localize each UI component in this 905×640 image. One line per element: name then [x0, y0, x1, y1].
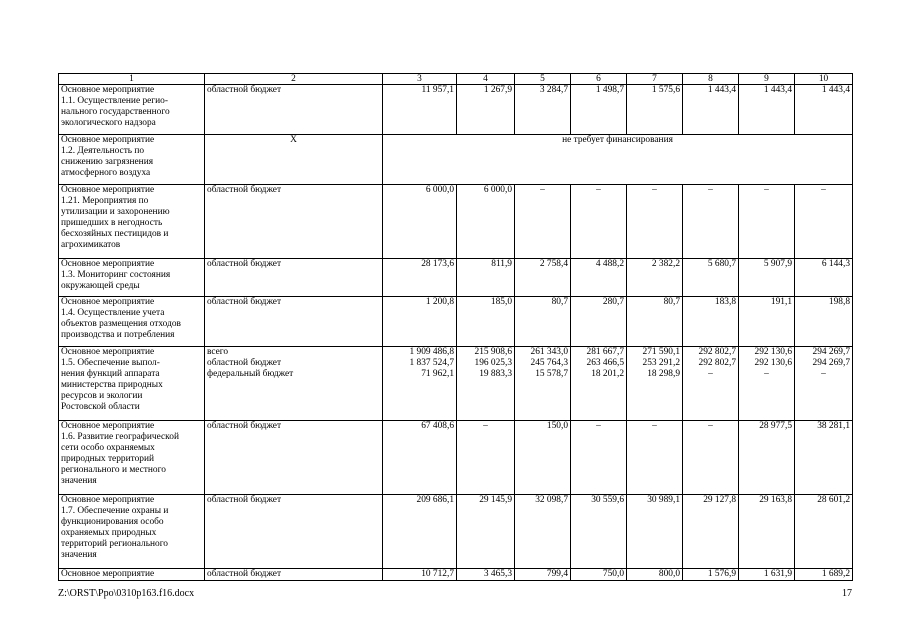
measure-name [59, 297, 205, 347]
amount-cell [571, 259, 627, 297]
amount-cell [683, 259, 739, 297]
amount-value: 11 957,1 [421, 85, 454, 95]
amount-cell [739, 347, 795, 421]
measure-name [59, 569, 205, 581]
table-row [59, 495, 853, 569]
amount-cell [383, 569, 457, 581]
amount-value: 183,8 [714, 297, 736, 307]
amount-cell [683, 421, 739, 495]
amount-value: 261 343,0 [530, 347, 568, 357]
column-number: 3 [383, 74, 457, 85]
document-path: Z:\ORST\Ppo\0310p163.f16.docx [58, 588, 195, 599]
amount-value: 263 466,5 [586, 358, 624, 368]
amount-value: 29 145,9 [479, 495, 512, 505]
amount-value: 1 498,7 [595, 85, 624, 95]
amount-cell [627, 347, 683, 421]
amount-value: 28 977,5 [759, 421, 792, 431]
amount-value: 19 883,3 [479, 369, 512, 379]
amount-value: 1 837 524,7 [409, 358, 454, 368]
amount-cell [571, 495, 627, 569]
amount-value: 209 686,1 [416, 495, 454, 505]
amount-cell [515, 297, 571, 347]
column-number: 8 [683, 74, 739, 85]
amount-cell [457, 297, 515, 347]
funding-source-line: областной бюджет [207, 85, 282, 95]
amount-value: 292 802,7 [698, 358, 736, 368]
amount-value: 185,0 [490, 297, 512, 307]
measure-name-line: Основное мероприятие [61, 297, 155, 307]
amount-value: 1 267,9 [483, 85, 512, 95]
measure-name-line: Основное мероприятие [61, 347, 155, 357]
measure-name-line: Основное мероприятие [61, 85, 155, 95]
amount-cell [739, 569, 795, 581]
amount-cell [739, 421, 795, 495]
measure-name-line: сети особо охраняемых [61, 443, 155, 453]
amount-cell [457, 185, 515, 259]
table-row [59, 85, 853, 135]
amount-cell [627, 259, 683, 297]
amount-value: 5 907,9 [763, 259, 792, 269]
measure-name-line: Основное мероприятие [61, 185, 155, 195]
amount-cell [515, 347, 571, 421]
measure-name [59, 495, 205, 569]
amount-value: 1 576,9 [707, 569, 736, 579]
measure-name-line: природных территорий [61, 454, 154, 464]
funding-source-line: областной бюджет [207, 495, 282, 505]
funding-source-line: областной бюджет [207, 569, 282, 579]
amount-value: 32 098,7 [535, 495, 568, 505]
funding-source-line: областной бюджет [207, 185, 282, 195]
amount-value: 2 382,2 [651, 259, 680, 269]
measure-name-line: Основное мероприятие [61, 421, 155, 431]
column-number: 1 [59, 74, 205, 85]
measure-name-line: 1.7. Обеспечение охраны и [61, 506, 169, 516]
amount-value: 198,8 [828, 297, 850, 307]
amount-value: 28 173,6 [421, 259, 454, 269]
table-row [59, 347, 853, 421]
funding-source-line: областной бюджет [207, 259, 282, 269]
funding-source-line: областной бюджет [207, 297, 282, 307]
amount-value: – [708, 369, 713, 379]
amount-value: 30 559,6 [591, 495, 624, 505]
column-number: 6 [571, 74, 627, 85]
measure-name-line: Основное мероприятие [61, 495, 155, 505]
funding-source-line: областной бюджет [207, 421, 282, 431]
amount-value: – [596, 421, 601, 431]
amount-cell [515, 569, 571, 581]
amount-cell [627, 85, 683, 135]
funding-source [205, 347, 383, 421]
amount-cell [795, 85, 853, 135]
financing-table [58, 73, 853, 581]
amount-value: – [596, 185, 601, 195]
amount-value: 292 130,6 [754, 358, 792, 368]
column-number: 2 [205, 74, 383, 85]
amount-cell [683, 85, 739, 135]
funding-source-line: всего [207, 347, 229, 357]
amount-cell [627, 495, 683, 569]
funding-source-line: федеральный бюджет [207, 369, 294, 379]
amount-value: 3 284,7 [539, 85, 568, 95]
amount-cell [515, 259, 571, 297]
amount-value: 28 601,2 [817, 495, 850, 505]
amount-cell [627, 421, 683, 495]
amount-value: 281 667,7 [586, 347, 624, 357]
amount-cell [571, 569, 627, 581]
amount-value: 29 127,8 [703, 495, 736, 505]
amount-value: – [764, 369, 769, 379]
amount-cell [457, 569, 515, 581]
amount-value: 191,1 [770, 297, 792, 307]
amount-cell [795, 185, 853, 259]
amount-value: 6 000,0 [425, 185, 454, 195]
amount-value: – [821, 369, 826, 379]
amount-cell [515, 495, 571, 569]
amount-value: 292 130,6 [754, 347, 792, 357]
measure-name-line: 1.4. Осуществление учета [61, 308, 165, 318]
amount-value: 150,0 [546, 421, 568, 431]
amount-value: 1 575,6 [651, 85, 680, 95]
amount-cell [457, 259, 515, 297]
measure-name-line: окружающей среды [61, 281, 140, 291]
measure-name-line: 1.21. Мероприятия по [61, 196, 149, 206]
amount-value: 30 989,1 [647, 495, 680, 505]
measure-name [59, 85, 205, 135]
measure-name-line: значения [61, 476, 97, 486]
amount-cell [739, 297, 795, 347]
table-row [59, 135, 853, 185]
funding-source [205, 495, 383, 569]
measure-name-line: 1.5. Обеспечение выпол- [61, 358, 160, 368]
amount-value: – [540, 185, 545, 195]
measure-name-line: 1.6. Развитие географической [61, 432, 179, 442]
column-number: 10 [795, 74, 853, 85]
no-funding-note: не требует финансирования [383, 135, 853, 185]
column-number-row [59, 74, 853, 85]
amount-cell [795, 347, 853, 421]
measure-name-line: Основное мероприятие [61, 135, 155, 145]
amount-cell [457, 495, 515, 569]
amount-cell [383, 347, 457, 421]
measure-name-line: 1.2. Деятельность по [61, 146, 145, 156]
amount-value: 294 269,7 [812, 347, 850, 357]
amount-value: 1 443,4 [707, 85, 736, 95]
amount-cell [383, 297, 457, 347]
amount-cell [627, 297, 683, 347]
amount-value: 18 201,2 [591, 369, 624, 379]
amount-cell [627, 185, 683, 259]
amount-value: 750,0 [602, 569, 624, 579]
amount-cell [683, 569, 739, 581]
amount-cell [571, 185, 627, 259]
amount-value: 5 680,7 [707, 259, 736, 269]
amount-cell [457, 347, 515, 421]
not-applicable-mark: Х [205, 135, 383, 185]
amount-cell [383, 185, 457, 259]
amount-cell [683, 495, 739, 569]
measure-name [59, 347, 205, 421]
amount-cell [739, 495, 795, 569]
measure-name-line: регионального и местного [61, 465, 166, 475]
amount-value: 71 962,1 [421, 369, 454, 379]
amount-value: 215 908,6 [474, 347, 512, 357]
amount-value: – [821, 185, 826, 195]
amount-value: 10 712,7 [421, 569, 454, 579]
measure-name [59, 421, 205, 495]
amount-value: – [652, 185, 657, 195]
amount-value: 800,0 [658, 569, 680, 579]
funding-source [205, 259, 383, 297]
amount-cell [571, 85, 627, 135]
amount-value: 67 408,6 [421, 421, 454, 431]
table-row [59, 259, 853, 297]
amount-cell [383, 421, 457, 495]
amount-cell [515, 421, 571, 495]
table-row [59, 421, 853, 495]
measure-name-line: пришедших в негодность [61, 218, 163, 228]
amount-value: – [708, 185, 713, 195]
amount-value: – [764, 185, 769, 195]
amount-cell [571, 421, 627, 495]
amount-value: 253 291,2 [642, 358, 680, 368]
amount-value: 1 200,8 [425, 297, 454, 307]
funding-source [205, 185, 383, 259]
amount-value: 245 764,3 [530, 358, 568, 368]
amount-cell [457, 421, 515, 495]
measure-name-line: ресурсов и экологии [61, 391, 143, 401]
measure-name-line: территорий регионального [61, 539, 168, 549]
funding-source [205, 297, 383, 347]
amount-value: – [652, 421, 657, 431]
amount-value: 280,7 [602, 297, 624, 307]
amount-cell [383, 259, 457, 297]
amount-cell [739, 259, 795, 297]
amount-value: 292 802,7 [698, 347, 736, 357]
amount-value: 6 144,3 [821, 259, 850, 269]
measure-name-line: нения функций аппарата [61, 369, 160, 379]
amount-value: – [708, 421, 713, 431]
measure-name-line: Ростовской области [61, 402, 140, 412]
amount-value: 196 025,3 [474, 358, 512, 368]
amount-cell [515, 85, 571, 135]
amount-value: 799,4 [546, 569, 568, 579]
amount-value: 4 488,2 [595, 259, 624, 269]
amount-value: 1 631,9 [763, 569, 792, 579]
amount-cell [795, 259, 853, 297]
amount-value: 29 163,8 [759, 495, 792, 505]
measure-name-line: бесхозяйных пестицидов и [61, 229, 169, 239]
page-number: 17 [842, 588, 852, 599]
table-row [59, 185, 853, 259]
measure-name-line: атмосферного воздуха [61, 168, 151, 178]
amount-value: 1 443,4 [763, 85, 792, 95]
measure-name [59, 259, 205, 297]
amount-cell [739, 185, 795, 259]
amount-cell [571, 297, 627, 347]
amount-value: 18 298,9 [647, 369, 680, 379]
measure-name-line: утилизации и захоронению [61, 207, 170, 217]
measure-name [59, 185, 205, 259]
measure-name-line: Основное мероприятие [61, 259, 155, 269]
measure-name-line: объектов размещения отходов [61, 319, 181, 329]
amount-cell [795, 297, 853, 347]
amount-value: – [483, 421, 488, 431]
amount-cell [627, 569, 683, 581]
amount-value: 80,7 [551, 297, 568, 307]
measure-name-line: нального государственного [61, 107, 170, 117]
funding-source [205, 569, 383, 581]
funding-source [205, 421, 383, 495]
amount-cell [383, 495, 457, 569]
measure-name-line: агрохимикатов [61, 240, 121, 250]
table-row [59, 297, 853, 347]
measure-name-line: функционирования особо [61, 517, 164, 527]
amount-cell [683, 185, 739, 259]
amount-cell [739, 85, 795, 135]
amount-value: 38 281,1 [817, 421, 850, 431]
amount-value: 6 000,0 [483, 185, 512, 195]
column-number: 7 [627, 74, 683, 85]
amount-cell [457, 85, 515, 135]
amount-cell [795, 421, 853, 495]
amount-cell [683, 347, 739, 421]
measure-name-line: экологического надзора [61, 118, 156, 128]
amount-value: 3 465,3 [483, 569, 512, 579]
amount-value: 1 909 486,8 [409, 347, 454, 357]
amount-cell [383, 85, 457, 135]
amount-value: 15 578,7 [535, 369, 568, 379]
amount-value: 1 689,2 [821, 569, 850, 579]
amount-cell [795, 495, 853, 569]
measure-name-line: охраняемых природных [61, 528, 157, 538]
measure-name-line: значения [61, 550, 97, 560]
measure-name-line: производства и потребления [61, 330, 175, 340]
measure-name-line: министерства природных [61, 380, 163, 390]
amount-value: 80,7 [663, 297, 680, 307]
amount-value: 271 590,1 [642, 347, 680, 357]
amount-cell [795, 569, 853, 581]
amount-value: 811,9 [491, 259, 512, 269]
measure-name-line: снижению загрязнения [61, 157, 154, 167]
amount-value: 1 443,4 [821, 85, 850, 95]
amount-cell [571, 347, 627, 421]
amount-value: 294 269,7 [812, 358, 850, 368]
funding-source [205, 85, 383, 135]
measure-name-line: Основное мероприятие [61, 569, 155, 579]
table-row [59, 569, 853, 581]
column-number: 9 [739, 74, 795, 85]
funding-source-line: областной бюджет [207, 358, 282, 368]
column-number: 5 [515, 74, 571, 85]
measure-name-line: 1.3. Мониторинг состояния [61, 270, 171, 280]
measure-name [59, 135, 205, 185]
amount-value: 2 758,4 [539, 259, 568, 269]
measure-name-line: 1.1. Осуществление регио- [61, 96, 168, 106]
amount-cell [515, 185, 571, 259]
table-body [59, 74, 853, 581]
amount-cell [683, 297, 739, 347]
column-number: 4 [457, 74, 515, 85]
